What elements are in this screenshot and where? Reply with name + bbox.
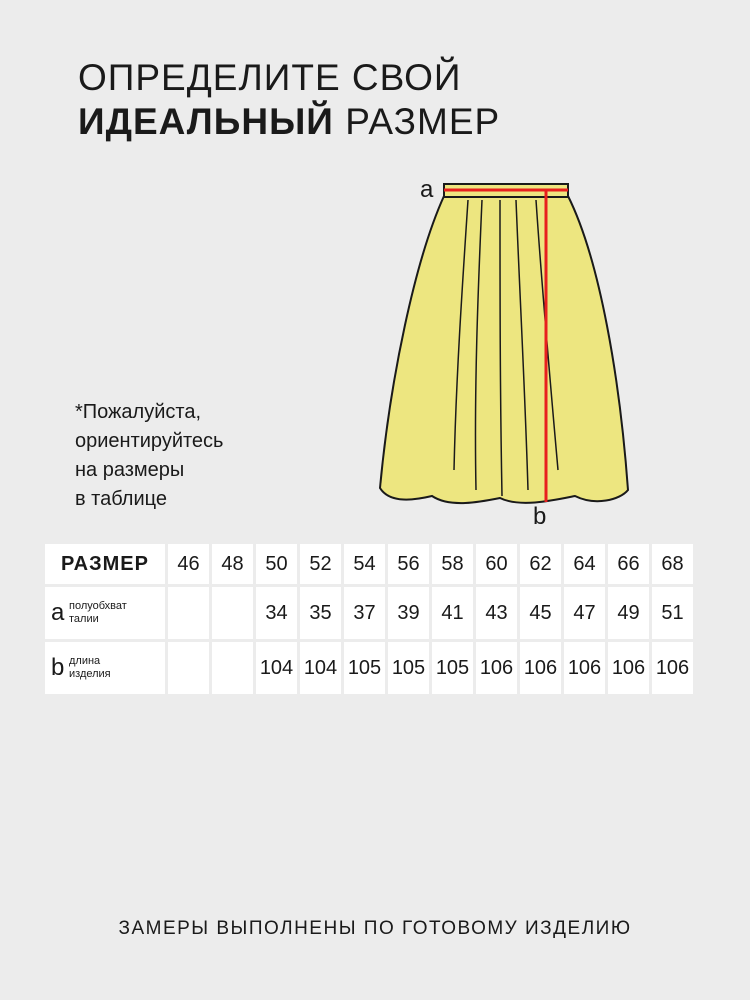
size-cell: 66 [608, 544, 649, 584]
value-cell: 51 [652, 587, 693, 639]
value-cell: 45 [520, 587, 561, 639]
value-cell [212, 642, 253, 694]
value-cell: 41 [432, 587, 473, 639]
size-cell: 54 [344, 544, 385, 584]
value-cell: 49 [608, 587, 649, 639]
size-cell: 56 [388, 544, 429, 584]
table-row-waist [45, 587, 693, 639]
note-line: в таблице [75, 488, 167, 510]
value-cell: 104 [300, 642, 341, 694]
value-cell: 106 [608, 642, 649, 694]
size-cell: 52 [300, 544, 341, 584]
value-cell: 37 [344, 587, 385, 639]
table-header-label: РАЗМЕР [45, 544, 165, 584]
size-table [42, 541, 696, 697]
size-cell: 68 [652, 544, 693, 584]
value-cell: 106 [652, 642, 693, 694]
value-cell [212, 587, 253, 639]
size-cell: 58 [432, 544, 473, 584]
row-letter: b [51, 654, 65, 681]
page-title [78, 56, 500, 144]
title-bold-word: ИДЕАЛЬНЫЙ [78, 101, 334, 142]
value-cell: 104 [256, 642, 297, 694]
title-line-1: ОПРЕДЕЛИТЕ СВОЙ [78, 57, 462, 98]
title-line-2 [78, 100, 500, 144]
skirt-body [380, 196, 628, 503]
size-cell: 60 [476, 544, 517, 584]
row-label [45, 642, 165, 694]
row-description: полуобхват талии [69, 600, 127, 625]
value-cell: 35 [300, 587, 341, 639]
note-line: ориентируйтесь [75, 430, 224, 452]
row-description: длина изделия [69, 655, 111, 680]
size-cell: 50 [256, 544, 297, 584]
note-line: на размеры [75, 459, 185, 481]
size-note [75, 398, 223, 514]
value-cell: 105 [344, 642, 385, 694]
size-cell: 62 [520, 544, 561, 584]
value-cell: 39 [388, 587, 429, 639]
value-cell: 106 [520, 642, 561, 694]
value-cell: 105 [432, 642, 473, 694]
row-letter: a [51, 599, 65, 626]
value-cell: 106 [476, 642, 517, 694]
value-cell: 106 [564, 642, 605, 694]
measure-label-b: b [533, 503, 547, 530]
table-row-length [45, 642, 693, 694]
footer-note: ЗАМЕРЫ ВЫПОЛНЕНЫ ПО ГОТОВОМУ ИЗДЕЛИЮ [118, 918, 632, 939]
size-cell: 48 [212, 544, 253, 584]
size-cell: 46 [168, 544, 209, 584]
value-cell [168, 587, 209, 639]
value-cell [168, 642, 209, 694]
value-cell: 105 [388, 642, 429, 694]
note-line: *Пожалуйста, [75, 401, 202, 423]
title-rest-word: РАЗМЕР [345, 101, 501, 142]
measure-label-a: a [420, 176, 434, 203]
size-cell: 64 [564, 544, 605, 584]
value-cell: 43 [476, 587, 517, 639]
table-header-row [45, 544, 693, 584]
skirt-diagram [370, 170, 650, 530]
value-cell: 34 [256, 587, 297, 639]
value-cell: 47 [564, 587, 605, 639]
row-label [45, 587, 165, 639]
